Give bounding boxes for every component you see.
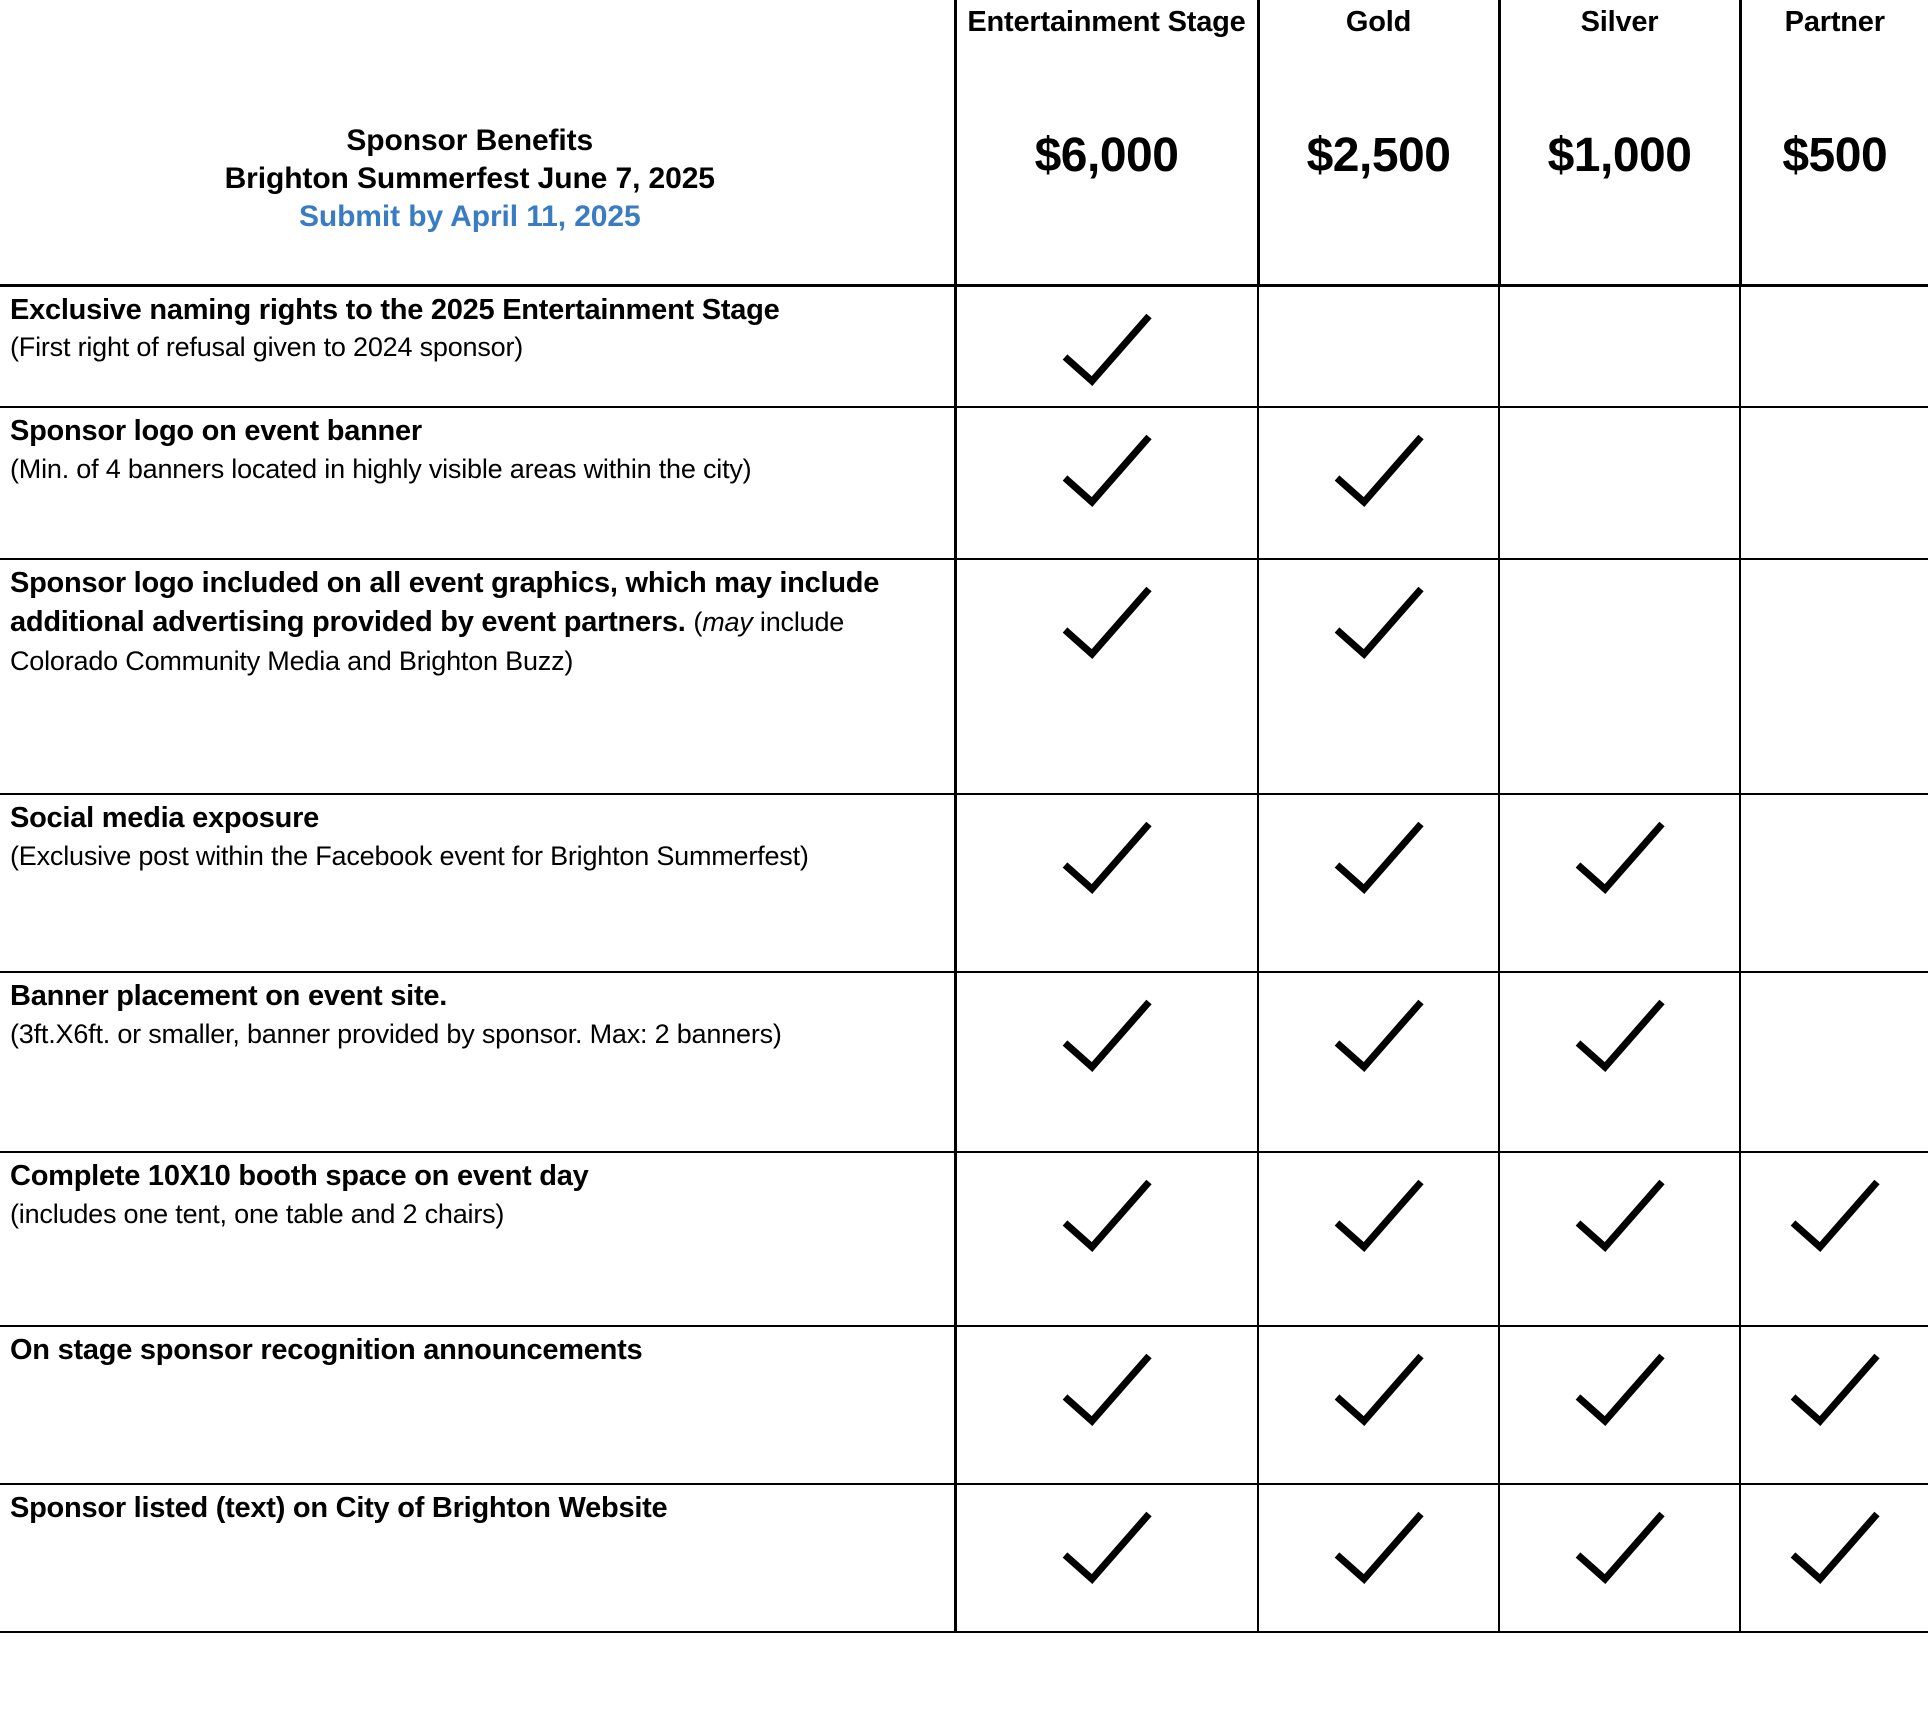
benefit-cell-silver	[1499, 407, 1740, 559]
checkmark-icon	[1572, 1177, 1668, 1255]
benefit-subtext: (First right of refusal given to 2024 sponsor)	[10, 332, 524, 363]
table-body	[0, 285, 1928, 1632]
sheet-title-cell	[0, 0, 955, 285]
benefit-description-cell	[0, 1484, 955, 1632]
benefit-description-cell	[0, 972, 955, 1152]
checkmark-icon	[1059, 1351, 1155, 1429]
benefit-cell-silver	[1499, 972, 1740, 1152]
benefit-subtext: (Exclusive post within the Facebook event for Brighton Summerfest)	[10, 840, 809, 871]
benefit-cell-gold	[1258, 1152, 1499, 1326]
benefit-cell-entertainment-stage	[955, 972, 1258, 1152]
benefit-title: Social media exposure	[10, 802, 320, 834]
tier-name-partner: Partner	[1784, 6, 1885, 38]
tier-column-silver	[1499, 0, 1740, 285]
benefit-cell-partner	[1740, 407, 1928, 559]
checkmark-icon	[1059, 311, 1155, 389]
benefit-cell-partner	[1740, 285, 1928, 407]
benefit-title: Sponsor listed (text) on City of Brighton Website	[10, 1492, 668, 1524]
table-row	[0, 407, 1928, 559]
benefit-cell-silver	[1499, 285, 1740, 407]
tier-price-partner: $500	[1782, 129, 1888, 182]
checkmark-icon	[1059, 1177, 1155, 1255]
benefit-cell-partner	[1740, 1484, 1928, 1632]
benefit-cell-silver	[1499, 794, 1740, 972]
checkmark-icon	[1331, 1177, 1427, 1255]
benefit-cell-entertainment-stage	[955, 1484, 1258, 1632]
benefit-title: Complete 10X10 booth space on event day	[10, 1160, 589, 1192]
submit-deadline: Submit by April 11, 2025	[298, 199, 641, 233]
benefit-description-cell	[0, 794, 955, 972]
checkmark-icon	[1331, 584, 1427, 662]
table-row	[0, 559, 1928, 794]
tier-name-gold: Gold	[1345, 6, 1412, 38]
sheet-title-line-1: Sponsor Benefits	[346, 124, 594, 157]
table-row	[0, 285, 1928, 407]
checkmark-icon	[1059, 432, 1155, 510]
tier-price-entertainment-stage: $6,000	[1034, 129, 1179, 182]
checkmark-icon	[1331, 1509, 1427, 1587]
benefit-cell-partner	[1740, 972, 1928, 1152]
benefit-description-cell	[0, 1152, 955, 1326]
benefit-cell-entertainment-stage	[955, 559, 1258, 794]
benefit-description-cell	[0, 1326, 955, 1484]
benefit-cell-entertainment-stage	[955, 1152, 1258, 1326]
table-row	[0, 1152, 1928, 1326]
checkmark-icon	[1059, 1509, 1155, 1587]
benefit-cell-silver	[1499, 1484, 1740, 1632]
benefit-cell-gold	[1258, 285, 1499, 407]
checkmark-icon	[1331, 819, 1427, 897]
benefit-cell-gold	[1258, 794, 1499, 972]
tier-name-entertainment-stage: Entertainment Stage	[967, 6, 1246, 38]
tier-column-partner	[1740, 0, 1928, 285]
benefit-cell-silver	[1499, 1326, 1740, 1484]
table-row	[0, 794, 1928, 972]
tier-price-gold: $2,500	[1306, 129, 1451, 182]
benefit-title: On stage sponsor recognition announcements	[10, 1334, 643, 1366]
checkmark-icon	[1331, 997, 1427, 1075]
benefit-subtext: (includes one tent, one table and 2 chairs)	[10, 1198, 505, 1229]
benefit-description-cell	[0, 407, 955, 559]
checkmark-icon	[1331, 1351, 1427, 1429]
benefit-cell-gold	[1258, 1484, 1499, 1632]
checkmark-icon	[1572, 1509, 1668, 1587]
benefit-subtext: (3ft.X6ft. or smaller, banner provided by sponsor. Max: 2 banners)	[10, 1018, 782, 1049]
benefit-subtext: (may include Colorado Community Media and Brighton Buzz)	[10, 606, 845, 676]
table-row	[0, 1326, 1928, 1484]
benefit-title: Banner placement on event site.	[10, 980, 448, 1012]
checkmark-icon	[1787, 1351, 1883, 1429]
benefit-cell-entertainment-stage	[955, 285, 1258, 407]
tier-price-silver: $1,000	[1547, 129, 1692, 182]
benefit-cell-gold	[1258, 1326, 1499, 1484]
benefit-subtext: (Min. of 4 banners located in highly visible areas within the city)	[10, 453, 752, 484]
table-row	[0, 1484, 1928, 1632]
table-row	[0, 972, 1928, 1152]
tier-column-gold	[1258, 0, 1499, 285]
checkmark-icon	[1572, 997, 1668, 1075]
tier-name-silver: Silver	[1580, 6, 1659, 38]
benefit-cell-partner	[1740, 1152, 1928, 1326]
benefit-cell-silver	[1499, 1152, 1740, 1326]
header-row	[0, 0, 1928, 285]
benefit-title: Sponsor logo on event banner	[10, 415, 422, 447]
benefit-cell-gold	[1258, 972, 1499, 1152]
benefit-cell-gold	[1258, 407, 1499, 559]
checkmark-icon	[1787, 1177, 1883, 1255]
benefit-description-cell	[0, 285, 955, 407]
checkmark-icon	[1572, 819, 1668, 897]
benefit-subtext-emphasis: may	[702, 606, 753, 637]
checkmark-icon	[1331, 432, 1427, 510]
benefit-title: Sponsor logo included on all event graphics, which may include additional advertising provided by event partners. (may include Colorado Community Media and Brighton Buzz)	[10, 567, 880, 676]
tier-column-entertainment-stage	[955, 0, 1258, 285]
sheet-title-line-2: Brighton Summerfest June 7, 2025	[224, 161, 715, 195]
checkmark-icon	[1572, 1351, 1668, 1429]
checkmark-icon	[1059, 819, 1155, 897]
benefit-cell-partner	[1740, 1326, 1928, 1484]
benefit-cell-entertainment-stage	[955, 407, 1258, 559]
checkmark-icon	[1787, 1509, 1883, 1587]
benefit-cell-entertainment-stage	[955, 794, 1258, 972]
benefit-cell-partner	[1740, 794, 1928, 972]
checkmark-icon	[1059, 997, 1155, 1075]
benefit-cell-gold	[1258, 559, 1499, 794]
benefit-cell-silver	[1499, 559, 1740, 794]
table-header	[0, 0, 1928, 285]
benefit-cell-partner	[1740, 559, 1928, 794]
checkmark-icon	[1059, 584, 1155, 662]
benefit-cell-entertainment-stage	[955, 1326, 1258, 1484]
benefit-description-cell	[0, 559, 955, 794]
benefit-title: Exclusive naming rights to the 2025 Entertainment Stage	[10, 293, 780, 326]
